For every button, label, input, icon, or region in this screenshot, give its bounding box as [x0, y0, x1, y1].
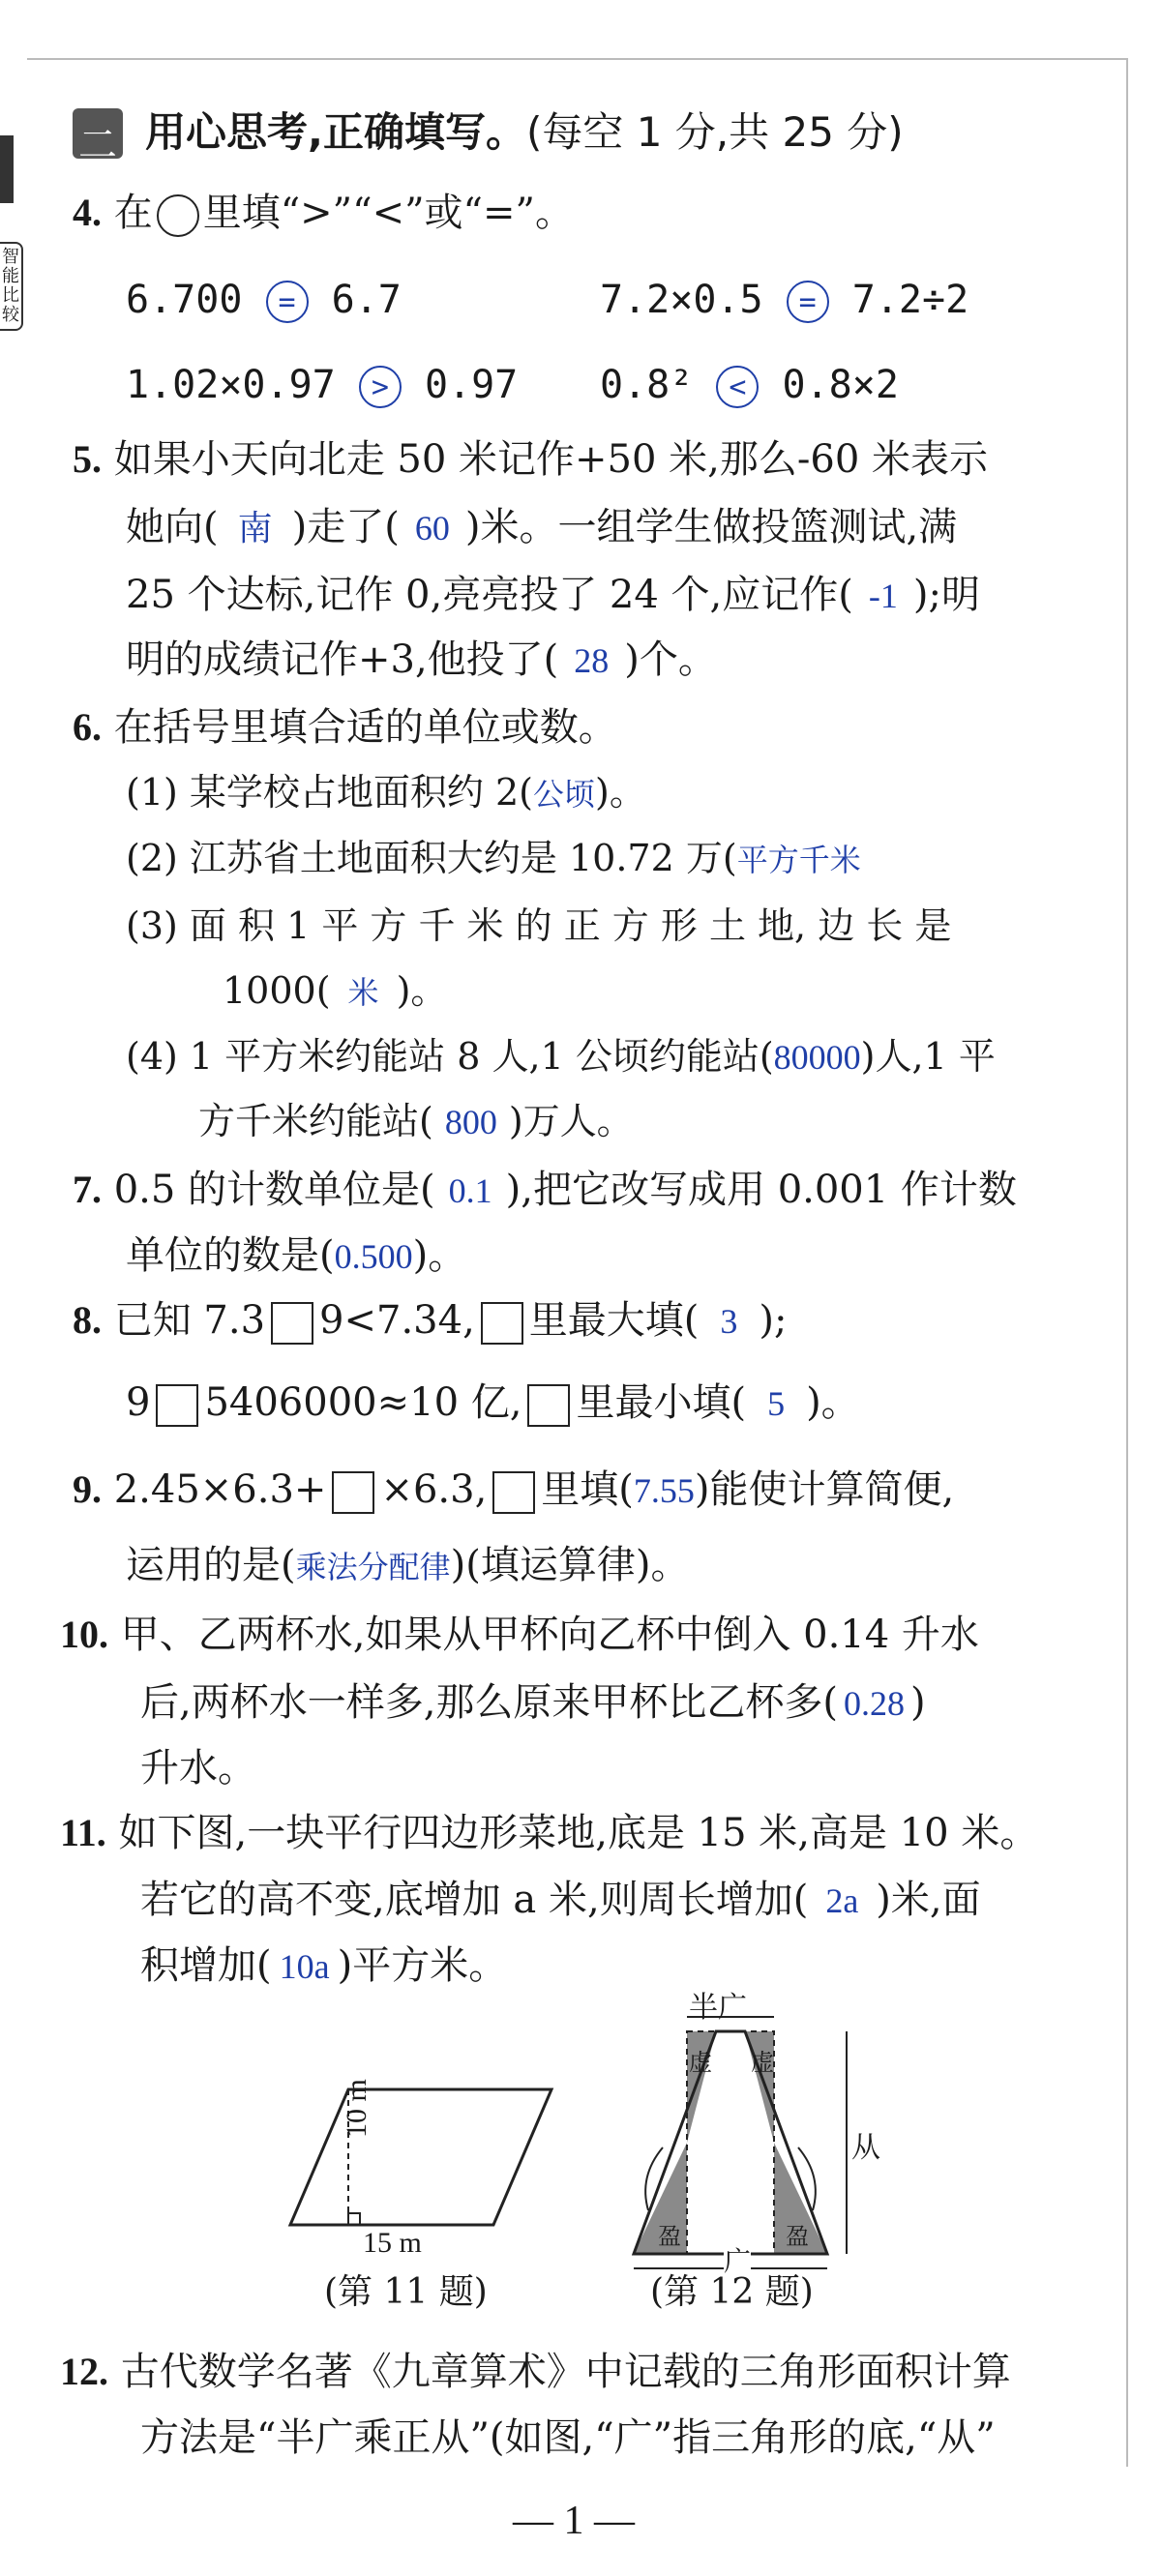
q7-answer1: 0.1 [448, 1171, 492, 1210]
side-bar [0, 135, 14, 203]
figure-12-triangle [619, 2002, 871, 2273]
blank-box [481, 1302, 523, 1345]
q8-text2a: 9 [126, 1380, 151, 1425]
q11-answer1: 2a [825, 1881, 859, 1920]
q5-text2c: )米。一组学生做投篮测试,满 [464, 505, 958, 549]
right-angle-mark [348, 2213, 360, 2225]
q8-line1 [73, 1298, 788, 1345]
blank-box [527, 1384, 570, 1427]
q11-text2a: 若它的高不变,底增加 a 米,则周长增加( [140, 1878, 809, 1922]
q9-text1a: 2.45×6.3+ [113, 1467, 327, 1512]
q4-r2a-left: 1.02×0.97 [126, 363, 336, 407]
q5-number: 5. [73, 437, 102, 481]
q11-line2 [140, 1878, 981, 1922]
fig11-height-label: 10 m [341, 2079, 372, 2138]
q10-text1: 甲、乙两杯水,如果从甲杯向乙杯中倒入 0.14 升水 [120, 1613, 979, 1657]
q6-title [73, 705, 617, 750]
q4-prompt-a: 在 [113, 191, 153, 235]
q11-text2b: )米,面 [876, 1878, 981, 1922]
q4-r2b-left: 0.8² [600, 363, 694, 407]
q4-r1a-right: 6.7 [331, 278, 402, 322]
q6-number: 6. [73, 705, 102, 749]
figure-11-parallelogram [281, 2070, 571, 2273]
side-tab [0, 242, 23, 331]
q9-text1d: )能使计算简便, [694, 1467, 955, 1512]
section-note: (每空 1 分,共 25 分) [525, 108, 904, 156]
q4-r2a-answer: > [359, 366, 402, 408]
page-number: — 1 — [513, 2499, 635, 2543]
q10-line3 [140, 1746, 256, 1791]
q6-sub4-line2 [198, 1100, 634, 1142]
q5-text2b: )走了( [291, 505, 400, 549]
q5-text3a: 25 个达标,记作 0,亮亮投了 24 个,应记作( [126, 573, 853, 617]
q4-row2-a [126, 363, 519, 408]
q11-text3b: )平方米。 [337, 1943, 508, 1988]
q6-s4b: )人,1 平 [860, 1035, 996, 1078]
q5-text4b: )个。 [624, 637, 717, 682]
q6-s1b: )。 [595, 771, 646, 814]
q11-number: 11. [60, 1811, 106, 1854]
fig11-base-label: 15 m [363, 2227, 422, 2259]
q6-sub4-line1 [126, 1035, 996, 1078]
top-border [27, 58, 1128, 60]
q11-line3 [140, 1943, 508, 1988]
fig12-bottom-label: 广 [724, 2240, 751, 2279]
q9-answer1: 7.55 [633, 1471, 695, 1510]
q10-text3: 升水。 [140, 1746, 256, 1791]
q9-text2a: 运用的是( [126, 1543, 296, 1587]
q8-line2 [126, 1380, 860, 1427]
q9-number: 9. [73, 1467, 102, 1511]
q5-answer1: 南 [237, 509, 273, 548]
q4-row1-b [600, 278, 969, 323]
q5-answer3: -1 [868, 577, 898, 615]
q4-prompt-b: 里填“>”“<”或“=”。 [202, 191, 574, 235]
q4-r2a-right: 0.97 [424, 363, 519, 407]
q6-s4c: 方千米约能站( [198, 1100, 433, 1142]
q5-line2 [126, 505, 958, 549]
q9-text1c: 里填( [541, 1467, 634, 1512]
q8-answer1: 3 [720, 1302, 738, 1341]
section-badge-label: 二 [78, 123, 117, 167]
q8-text1a: 已知 7.3 [113, 1298, 266, 1343]
q11-line1 [60, 1811, 1039, 1855]
q6-title-text: 在括号里填合适的单位或数。 [113, 705, 617, 750]
q6-sub3-line2 [223, 969, 448, 1012]
q5-line4 [126, 637, 717, 682]
q4-row1-a [126, 278, 402, 323]
q10-answer1: 0.28 [844, 1684, 906, 1723]
q5-text2a: 她向( [126, 505, 219, 549]
q6-s3a: (3) 面 积 1 平 方 千 米 的 正 方 形 土 地, 边 长 是 [126, 904, 952, 947]
blank-box [492, 1471, 535, 1514]
q4-r1b-left: 7.2×0.5 [600, 278, 763, 322]
q12-number: 12. [60, 2350, 108, 2393]
q4-r2b-answer: < [716, 366, 759, 408]
blank-box [271, 1302, 313, 1345]
fig12-ying-right: 盈 [786, 2223, 809, 2250]
q6-s3c: )。 [396, 969, 448, 1012]
fig12-xu-left: 虚 [689, 2049, 712, 2076]
q6-sub2 [126, 837, 861, 879]
q9-answer2: 乘法分配律 [295, 1549, 451, 1585]
q9-line2 [126, 1543, 690, 1587]
q4-r2b-right: 0.8×2 [782, 363, 899, 407]
fig12-caption: (第 12 题) [650, 2272, 814, 2312]
q6-s1a: (1) 某学校占地面积约 2( [126, 771, 533, 814]
q10-text2a: 后,两杯水一样多,那么原来甲杯比乙杯多( [140, 1680, 839, 1725]
fig12-ying-left: 盈 [658, 2223, 681, 2250]
q7-text1a: 0.5 的计数单位是( [113, 1168, 435, 1212]
q11-text3a: 积增加( [140, 1943, 272, 1988]
q12-line2 [140, 2415, 996, 2460]
q8-answer2: 5 [767, 1384, 786, 1423]
q4-row2-b [600, 363, 899, 408]
q9-text2b: )(填运算律)。 [450, 1543, 690, 1587]
q5-text4a: 明的成绩记作+3,他投了( [126, 637, 559, 682]
q4-r1a-left: 6.700 [126, 278, 243, 322]
q8-text2b: 5406000≈10 亿, [204, 1380, 522, 1425]
q12-text2: 方法是“半广乘正从”(如图,“广”指三角形的底,“从” [140, 2415, 996, 2460]
q8-text1c: 里最大填( [528, 1298, 700, 1343]
q10-number: 10. [60, 1613, 108, 1656]
q5-line3 [126, 573, 980, 617]
fig12-xu-right: 虚 [751, 2049, 774, 2076]
q6-answer1: 公顷 [533, 776, 596, 813]
q6-sub1 [126, 771, 646, 814]
q6-answer5: 800 [444, 1103, 497, 1141]
section-badge [73, 108, 123, 167]
q11-text1: 如下图,一块平行四边形菜地,底是 15 米,高是 10 米。 [118, 1811, 1039, 1855]
q5-answer2: 60 [414, 509, 450, 548]
section-header [145, 108, 904, 156]
q12-line1 [60, 2350, 1011, 2394]
q8-text1b: 9<7.34, [319, 1298, 475, 1343]
q7-line2 [126, 1233, 467, 1278]
q8-number: 8. [73, 1298, 102, 1342]
q5-line1 [73, 437, 989, 482]
q10-line2 [140, 1680, 926, 1725]
q6-s3b: 1000( [223, 969, 331, 1012]
q6-s2a: (2) 江苏省土地面积大约是 10.72 万( [126, 837, 737, 879]
q6-s4a: (4) 1 平方米约能站 8 人,1 公顷约能站( [126, 1035, 774, 1078]
section-title: 用心思考,正确填写。 [145, 108, 526, 156]
q4-r1b-right: 7.2÷2 [851, 278, 969, 322]
q10-text2b: ) [910, 1680, 926, 1725]
q6-answer2: 平方千米 [736, 842, 861, 878]
q7-number: 7. [73, 1168, 102, 1211]
blank-box [332, 1471, 374, 1514]
q6-sub3-line1 [126, 904, 952, 947]
right-border [1126, 58, 1128, 2467]
q7-text2a: 单位的数是( [126, 1233, 335, 1278]
parallelogram-shape [290, 2089, 551, 2225]
q4-r1b-answer: = [787, 281, 829, 323]
q7-text2b: )。 [412, 1233, 467, 1278]
circle-blank-icon [157, 194, 199, 237]
q7-line1 [73, 1168, 1017, 1212]
q5-answer4: 28 [574, 641, 610, 680]
fig12-top-label: 半广 [689, 1991, 747, 2025]
blank-box [156, 1384, 198, 1427]
q9-line1 [73, 1467, 955, 1514]
q7-text1b: ),把它改写成用 0.001 作计数 [505, 1168, 1017, 1212]
q4-number: 4. [73, 191, 102, 234]
q5-text1: 如果小天向北走 50 米记作+50 米,那么-60 米表示 [113, 437, 989, 482]
fig12-side-label: 从 [851, 2131, 880, 2165]
q8-text2d: )。 [806, 1380, 860, 1425]
q6-answer3: 米 [347, 974, 379, 1011]
q4-r1a-answer: = [266, 281, 309, 323]
q9-text1b: ×6.3, [380, 1467, 488, 1512]
q11-answer2: 10a [279, 1947, 330, 1986]
q7-answer2: 0.500 [334, 1237, 413, 1276]
q8-text1d: ); [759, 1298, 788, 1343]
q5-text3b: );明 [912, 573, 980, 617]
fig11-caption: (第 11 题) [324, 2272, 488, 2312]
q8-text2c: 里最小填( [576, 1380, 747, 1425]
q6-s4d: )万人。 [508, 1100, 634, 1142]
q4-prompt [73, 193, 574, 237]
q12-text1: 古代数学名著《九章算术》中记载的三角形面积计算 [120, 2350, 1011, 2394]
q10-line1 [60, 1613, 979, 1657]
q6-answer4: 80000 [773, 1038, 861, 1077]
side-tab-label: 智能比较 [2, 247, 19, 325]
